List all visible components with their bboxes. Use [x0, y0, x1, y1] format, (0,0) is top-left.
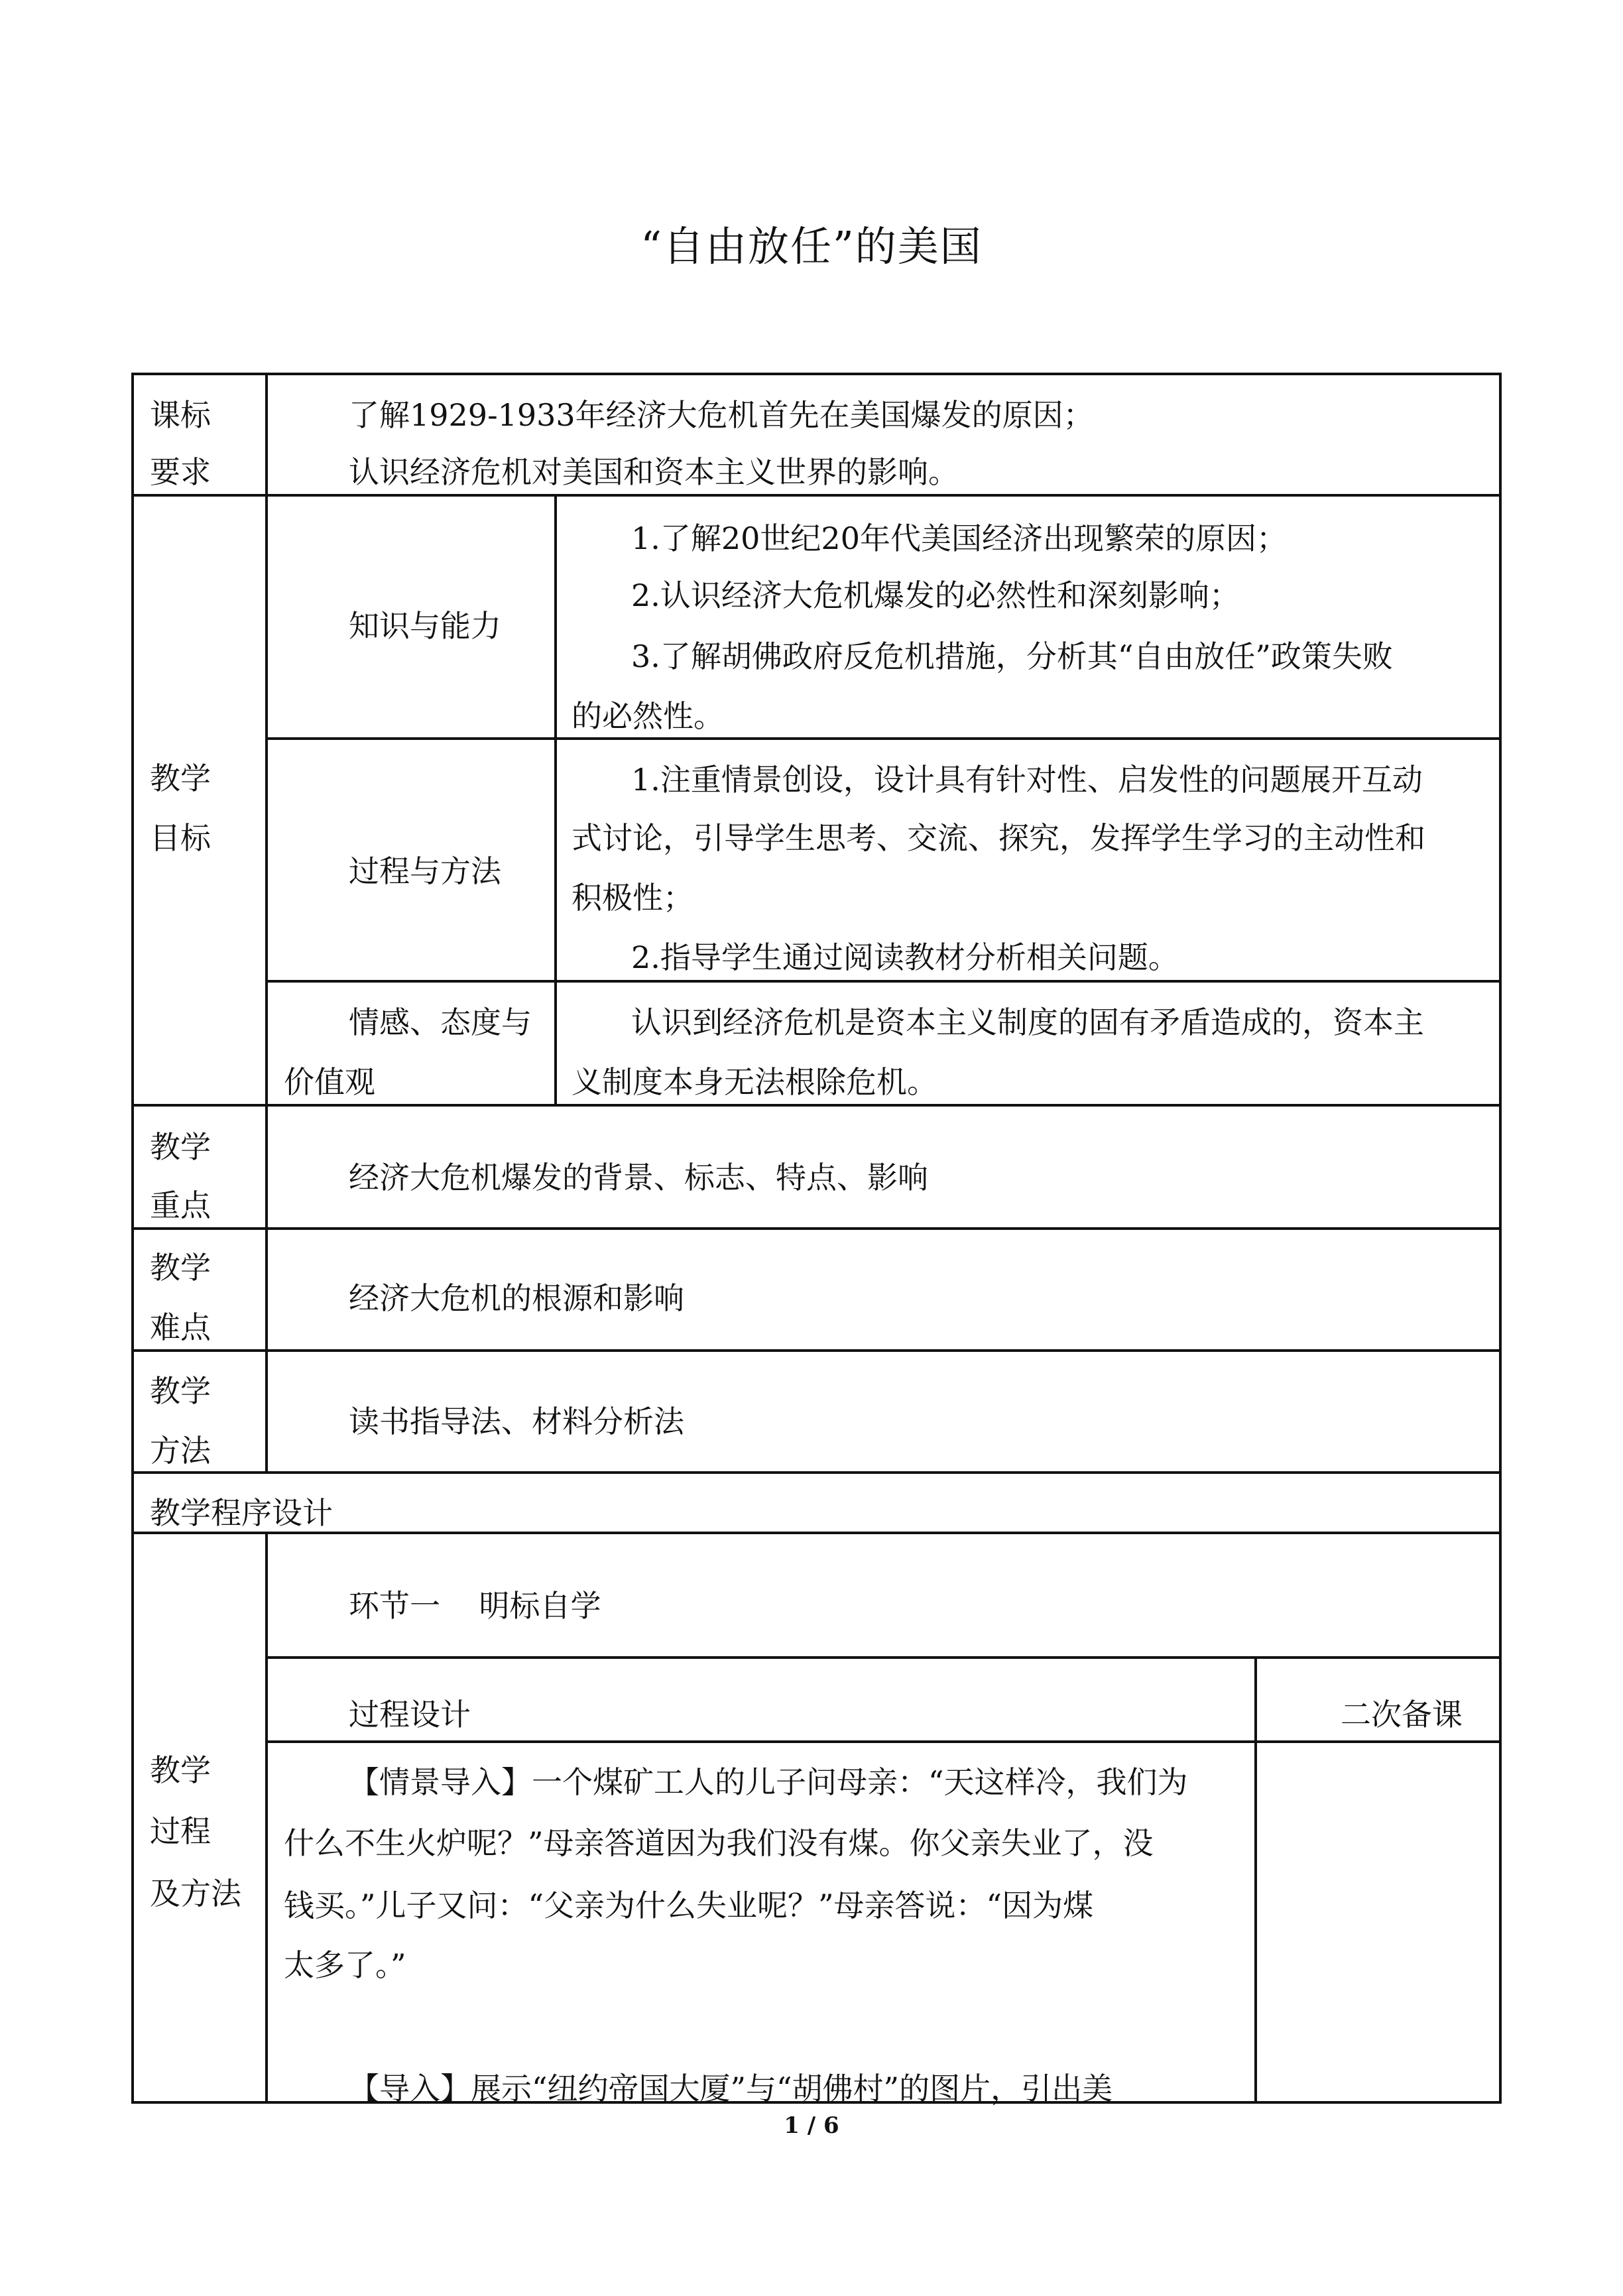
row-divider	[267, 1656, 1502, 1659]
column-divider	[265, 373, 268, 1474]
emotion-label: 情感、态度与	[349, 1004, 532, 1040]
difficulties-label: 教学	[150, 1250, 211, 1286]
emotion-objective: 义制度本身无法根除危机。	[571, 1064, 937, 1100]
methods-label: 教学	[150, 1373, 211, 1409]
column-divider	[265, 1532, 268, 2104]
row-divider	[131, 1349, 1502, 1352]
curriculum-label: 课标	[150, 397, 211, 433]
process-method-objective: 1.注重情景创设，设计具有针对性、启发性的问题展开互动	[631, 762, 1423, 798]
column-divider	[554, 494, 557, 1105]
knowledge-objective: 的必然性。	[571, 698, 724, 734]
row-divider	[131, 1471, 1502, 1474]
table-border-top	[131, 373, 1502, 375]
curriculum-requirement: 认识经济危机对美国和资本主义世界的影响。	[349, 454, 959, 490]
difficulties-label: 难点	[150, 1309, 211, 1345]
difficulties-text: 经济大危机的根源和影响	[349, 1280, 684, 1316]
curriculum-requirement: 了解1929-1933年经济大危机首先在美国爆发的原因；	[349, 397, 1094, 433]
second-prep-header: 二次备课	[1341, 1697, 1463, 1732]
knowledge-objective: 3.了解胡佛政府反危机措施，分析其“自由放任”政策失败	[631, 638, 1393, 674]
process-method-label: 过程与方法	[349, 853, 501, 889]
emotion-objective: 认识到经济危机是资本主义制度的固有矛盾造成的，资本主	[631, 1004, 1424, 1040]
table-border-right	[1499, 373, 1502, 2104]
objectives-label: 目标	[150, 820, 211, 856]
process-method-objective: 2.指导学生通过阅读教材分析相关问题。	[631, 939, 1179, 975]
key-points-text: 经济大危机爆发的背景、标志、特点、影响	[349, 1160, 928, 1195]
row-divider	[131, 1532, 1502, 1534]
page-number: 1 / 6	[784, 2112, 839, 2139]
process-method-objective: 式讨论，引导学生思考、交流、探究，发挥学生学习的主动性和	[571, 820, 1425, 856]
knowledge-objective: 1.了解20世纪20年代美国经济出现繁荣的原因；	[631, 520, 1287, 556]
design-header: 过程设计	[349, 1697, 471, 1732]
scenario-text: 太多了。”	[284, 1947, 406, 1983]
scenario-text: 什么不生火炉呢？”母亲答道因为我们没有煤。你父亲失业了，没	[284, 1825, 1154, 1861]
program-design-heading: 教学程序设计	[150, 1495, 333, 1531]
emotion-label: 价值观	[284, 1064, 375, 1100]
key-points-label: 重点	[150, 1187, 211, 1223]
methods-label: 方法	[150, 1433, 211, 1469]
intro-text: 【导入】展示“纽约帝国大厦”与“胡佛村”的图片，引出美	[349, 2071, 1113, 2106]
key-points-label: 教学	[150, 1129, 211, 1165]
curriculum-label: 要求	[150, 454, 211, 490]
scenario-text: 【情景导入】一个煤矿工人的儿子问母亲：“天这样冷，我们为	[349, 1764, 1188, 1800]
scenario-text: 钱买。”儿子又问：“父亲为什么失业呢？”母亲答说：“因为煤	[284, 1888, 1094, 1923]
knowledge-objective: 2.认识经济大危机爆发的必然性和深刻影响；	[631, 577, 1240, 613]
page-title: “自由放任”的美国	[640, 222, 983, 271]
process-method-objective: 积极性；	[571, 880, 693, 916]
knowledge-label: 知识与能力	[349, 608, 501, 644]
objectives-label: 教学	[150, 760, 211, 796]
process-label: 教学	[150, 1752, 211, 1788]
row-divider	[131, 1227, 1502, 1230]
stage-heading: 环节一 明标自学	[349, 1588, 601, 1624]
column-divider	[1254, 1656, 1257, 2104]
table-border-left	[131, 373, 134, 2104]
methods-text: 读书指导法、材料分析法	[349, 1404, 684, 1439]
row-divider	[267, 737, 1502, 740]
process-label: 及方法	[150, 1876, 241, 1911]
process-label: 过程	[150, 1813, 211, 1849]
